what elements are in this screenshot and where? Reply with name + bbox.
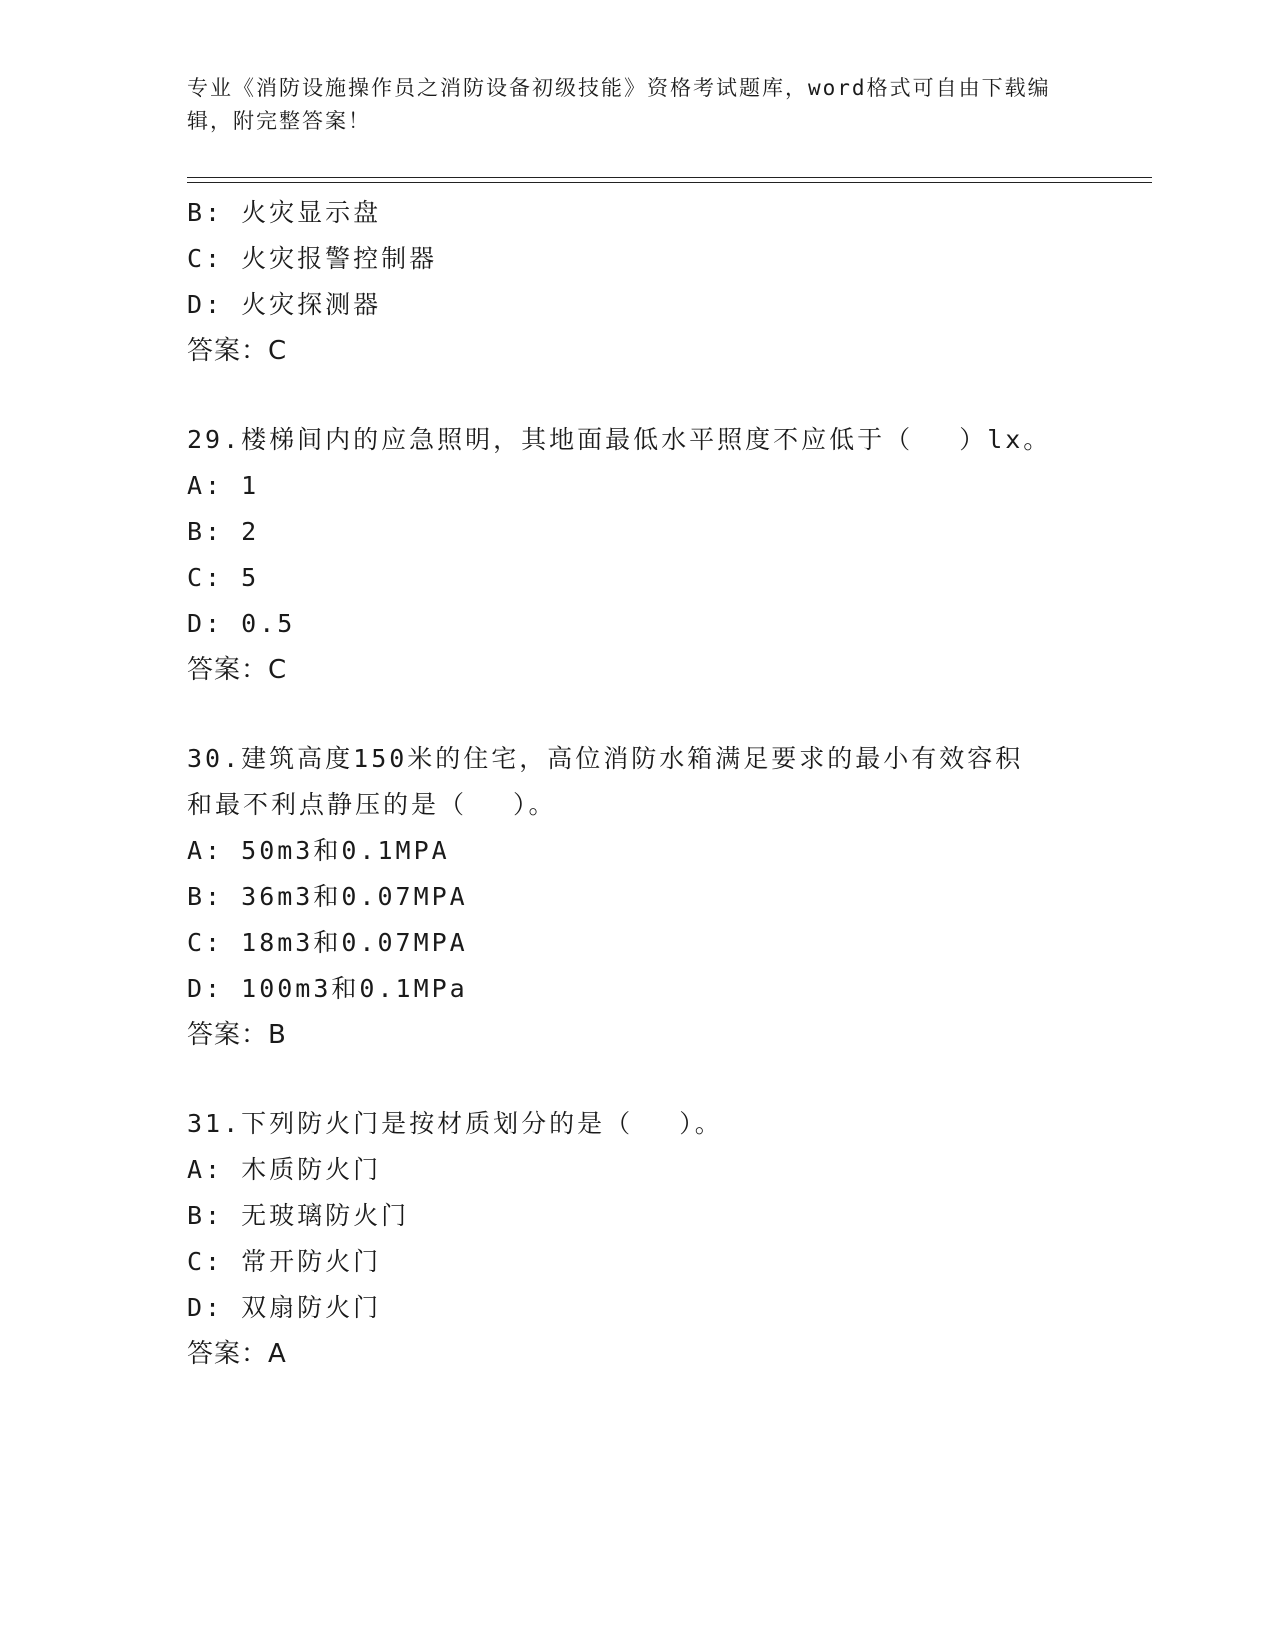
header-divider-bottom (187, 182, 1152, 183)
option-b: B: 2 (187, 517, 260, 546)
question-stem: 30.建筑高度150米的住宅，高位消防水箱满足要求的最小有效容积和最不利点静压的是（ ）。 (187, 744, 1024, 819)
spacer (187, 693, 1087, 736)
option-a: A: 木质防火门 (187, 1155, 382, 1184)
option-c: C: 18m3和0.07MPA (187, 928, 468, 957)
option-c: C: 常开防火门 (187, 1247, 382, 1276)
document-header: 专业《消防设施操作员之消防设备初级技能》资格考试题库，word格式可自由下载编辑，附完整答案！ (187, 76, 1051, 133)
question-30 (187, 736, 1087, 1058)
question-31 (187, 1101, 1087, 1377)
question-29 (187, 417, 1087, 693)
answer-line: 答案：C (187, 336, 288, 366)
spacer (187, 374, 1087, 417)
answer-line: 答案：A (187, 1339, 287, 1369)
spacer (187, 1058, 1087, 1101)
question-28-partial (187, 190, 1087, 374)
option-d: D: 100m3和0.1MPa (187, 974, 468, 1003)
answer-line: 答案：B (187, 1020, 287, 1050)
question-stem: 31.下列防火门是按材质划分的是（ ）。 (187, 1109, 723, 1138)
question-list (187, 190, 1087, 1377)
option-d: D: 双扇防火门 (187, 1293, 382, 1322)
option-d: D: 0.5 (187, 609, 296, 638)
option-c: C: 火灾报警控制器 (187, 244, 438, 273)
header-divider-top (187, 177, 1152, 178)
option-a: A: 50m3和0.1MPA (187, 836, 450, 865)
option-b: B: 无玻璃防火门 (187, 1201, 410, 1230)
option-b: B: 火灾显示盘 (187, 198, 382, 227)
option-b: B: 36m3和0.07MPA (187, 882, 468, 911)
question-stem: 29.楼梯间内的应急照明，其地面最低水平照度不应低于（ ）lx。 (187, 425, 1052, 454)
answer-line: 答案：C (187, 655, 288, 685)
option-c: C: 5 (187, 563, 260, 592)
option-d: D: 火灾探测器 (187, 290, 382, 319)
option-a: A: 1 (187, 471, 260, 500)
